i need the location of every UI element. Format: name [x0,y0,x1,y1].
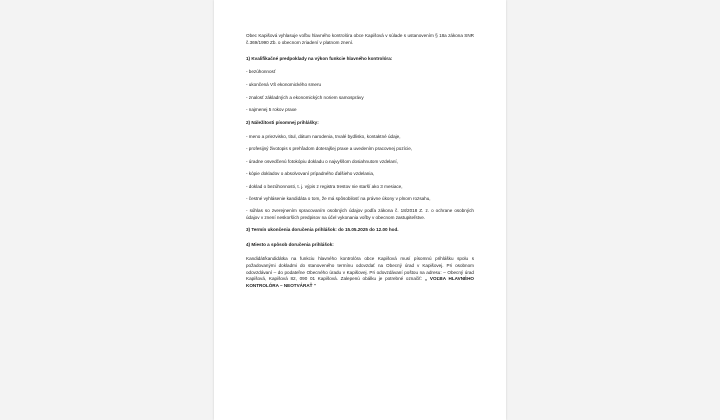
requirements-list [246,134,474,222]
list-item: - úradne osvedčenú fotokópiu dokladu o najvyššom dosiahnutom vzdelaní, [246,158,398,164]
section-heading-qualifications: 1) Kvalifikačné predpoklady na výkon funkcie hlavného kontrolóra: [246,55,393,61]
section-heading-requirements: 2) Náležitosti písomnej prihlášky: [246,120,319,126]
envelope-mark: „ VOĽBA HLAVNÉHO KONTROLÓRA – NEOTVÁRAŤ “ [246,276,474,289]
list-item: - znalosť základných a ekonomických noriem samosprávy [246,94,364,100]
intro-paragraph: Obec Kapišová vyhlasuje voľbu hlavného kontrolóra obce Kapišová v súlade s ustanovením § 18a zákona SNR č.369/1990 Zb. o obecnom zriadení v platnom znení. [246,33,474,45]
section-delivery [246,242,474,290]
section-heading-deadline: 3) Termín ukončenia doručenia prihlášok: do 15.05.2025 do 12.00 hod. [246,227,399,233]
document-content [246,33,474,293]
list-item: - profesijný životopis s prehľadom doterajšej praxe a uvedením pracovnej pozície, [246,146,413,152]
list-item: - čestné vyhlásenie kandidáta o tom, že má spôsobilosť na právne úkony v plnom rozsahu, [246,195,431,201]
list-item: - kópie dokladov o absolvovaní prípadného ďalšieho vzdelania, [246,171,375,177]
section-heading-delivery: 4) Miesto a spôsob doručenia prihlášok: [246,242,334,248]
delivery-text: Kandidát/kandidátka na funkciu hlavného kontrolóra obce Kapišová musí písomnú prihlášku spolu s požadovanými dokladmi do stanoveného termínu odovzdať na Obecný úrad v Kapišovej. Pri osobnom odovzdávaní – do podateľne Obecného úradu v Kapišovej. Pri odovzdávaní poštou na adresu: – Obecný úrad Kapišová, Kapišová 82, 090 01 Kapišová. Zalepenú obálku je potrebné označiť: [246,256,474,282]
section-qualifications [246,56,474,115]
delivery-paragraph [246,256,474,290]
section-requirements [246,120,474,222]
list-item: - bezúhonnosť [246,69,276,75]
document-page [214,0,506,420]
list-item: - ukončená VŠ ekonomického smeru [246,82,322,88]
qualifications-list [246,69,474,114]
list-item: - meno a priezvisko, titul, dátum narodenia, trvalé bydlisko, kontaktné údaje, [246,133,401,139]
list-item: - doklad o bezúhonnosti, t. j. výpis z registra trestov nie starší ako 3 mesiace, [246,183,403,189]
list-item: - súhlas so zverejnením spracovaním osobných údajov podľa zákona č. 18/2018 Z. z. o ochrane osobných údajov v znení neskorších predpisov na účel vykonania voľby v obecnom zastupiteľstve. [246,208,474,221]
list-item: - najmenej 5 rokov praxe [246,107,297,113]
